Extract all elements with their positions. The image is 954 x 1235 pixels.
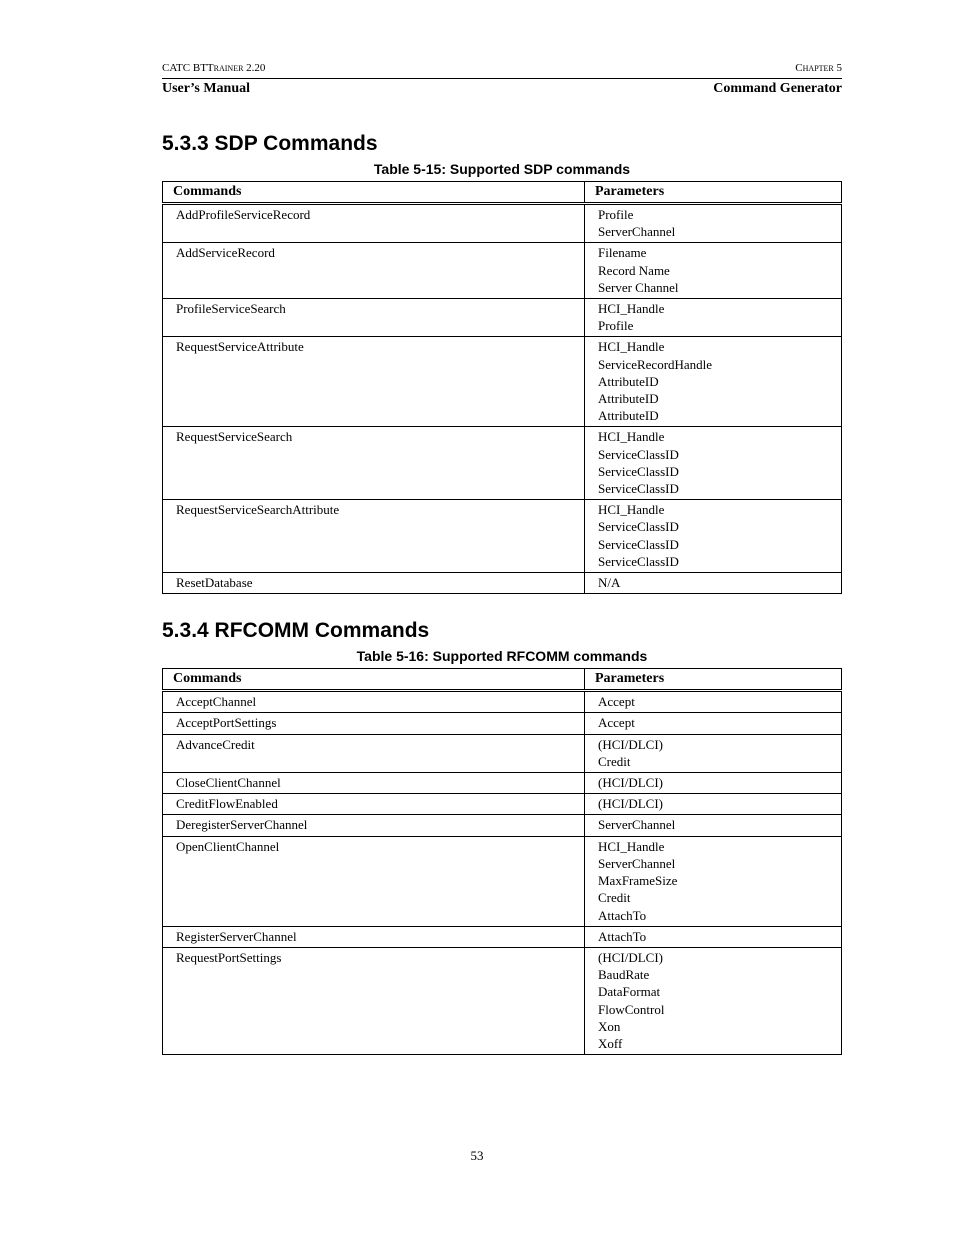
- table-row: [163, 691, 842, 713]
- parameter-value: ServerChannel: [598, 224, 676, 240]
- parameters-column-header: Parameters: [585, 182, 842, 204]
- table-row: [163, 573, 842, 594]
- parameter-value: ServerChannel: [598, 855, 676, 871]
- command-cell: AcceptChannel: [163, 691, 585, 713]
- page-number: 53: [470, 1148, 484, 1163]
- parameter-value: Xon: [598, 1018, 621, 1034]
- parameter-value: Credit: [598, 753, 631, 769]
- command-cell: RequestServiceSearchAttribute: [163, 500, 585, 573]
- parameter-value: N/A: [598, 575, 621, 591]
- parameter-value: (HCI/DLCI): [598, 949, 663, 965]
- parameter-value: MaxFrameSize: [598, 873, 678, 889]
- parameters-cell: [585, 836, 842, 926]
- parameter-value: Filename: [598, 245, 647, 261]
- table-row: [163, 713, 842, 734]
- parameter-value: FlowControl: [598, 1001, 665, 1017]
- table-row: [163, 299, 842, 337]
- table-row: [163, 427, 842, 500]
- table-header-row: [163, 182, 842, 204]
- table-row: [163, 836, 842, 926]
- chapter-label: Chapter 5: [795, 62, 842, 74]
- parameter-value: DataFormat: [598, 984, 661, 1000]
- rfcomm-commands-table: [162, 668, 842, 1055]
- table-row: [163, 773, 842, 794]
- command-cell: AddServiceRecord: [163, 243, 585, 299]
- parameter-value: ServiceClassID: [598, 481, 679, 497]
- table-row: [163, 734, 842, 772]
- parameter-value: ServiceClassID: [598, 446, 679, 462]
- document-page: [162, 60, 842, 1055]
- command-cell: RegisterServerChannel: [163, 926, 585, 947]
- command-cell: ProfileServiceSearch: [163, 299, 585, 337]
- parameter-value: ServiceClassID: [598, 553, 679, 569]
- command-cell: RequestServiceAttribute: [163, 337, 585, 427]
- parameter-value: Xoff: [598, 1035, 623, 1051]
- command-cell: RequestPortSettings: [163, 947, 585, 1054]
- parameters-cell: [585, 427, 842, 500]
- parameter-value: HCI_Handle: [598, 429, 665, 445]
- parameter-value: Profile: [598, 207, 634, 222]
- running-header-top: [162, 60, 842, 76]
- parameter-value: ServiceRecordHandle: [598, 356, 713, 372]
- parameters-column-header: Parameters: [585, 669, 842, 691]
- parameter-value: HCI_Handle: [598, 301, 665, 317]
- parameter-value: Profile: [598, 318, 634, 334]
- parameter-value: AttributeID: [598, 408, 659, 424]
- product-title: CATC BTTrainer 2.20: [162, 62, 266, 74]
- parameters-cell: [585, 299, 842, 337]
- parameters-cell: [585, 926, 842, 947]
- sdp-table-caption: Table 5-15: Supported SDP commands: [373, 161, 631, 177]
- table-row: [163, 337, 842, 427]
- parameter-value: HCI_Handle: [598, 339, 665, 355]
- parameters-cell: [585, 713, 842, 734]
- table-row: [163, 794, 842, 815]
- parameters-cell: [585, 947, 842, 1054]
- parameters-cell: [585, 794, 842, 815]
- table-row: [163, 815, 842, 836]
- parameters-cell: [585, 773, 842, 794]
- table-row: [163, 947, 842, 1054]
- parameters-cell: [585, 243, 842, 299]
- table-row: [163, 926, 842, 947]
- parameter-value: ServiceClassID: [598, 519, 679, 535]
- table-row: [163, 500, 842, 573]
- rfcomm-section-heading: 5.3.4 RFCOMM Commands: [162, 619, 430, 643]
- parameter-value: AttachTo: [598, 907, 647, 923]
- parameter-value: (HCI/DLCI): [598, 736, 663, 752]
- parameters-cell: [585, 691, 842, 713]
- parameters-cell: [585, 500, 842, 573]
- rfcomm-table-caption: Table 5-16: Supported RFCOMM commands: [356, 648, 648, 665]
- parameter-value: (HCI/DLCI): [598, 775, 663, 791]
- sdp-section-heading: 5.3.3 SDP Commands: [162, 132, 378, 155]
- parameter-value: Record Name: [598, 262, 670, 278]
- sdp-commands-table: [162, 181, 842, 594]
- parameters-cell: [585, 573, 842, 594]
- parameter-value: AttachTo: [598, 928, 647, 944]
- command-cell: RequestServiceSearch: [163, 427, 585, 500]
- command-cell: OpenClientChannel: [163, 836, 585, 926]
- table-header-row: [163, 669, 842, 691]
- command-cell: AdvanceCredit: [163, 734, 585, 772]
- command-cell: CloseClientChannel: [163, 773, 585, 794]
- parameter-value: HCI_Handle: [598, 838, 665, 854]
- table-row: [163, 204, 842, 243]
- parameter-value: AttributeID: [598, 391, 659, 407]
- parameters-cell: [585, 815, 842, 836]
- parameters-cell: [585, 337, 842, 427]
- chapter-title: Command Generator: [713, 81, 842, 96]
- commands-column-header: Commands: [163, 182, 585, 204]
- parameter-value: (HCI/DLCI): [598, 796, 663, 812]
- parameters-cell: [585, 204, 842, 243]
- sdp-table-body: [163, 204, 842, 594]
- parameter-value: ServiceClassID: [598, 463, 679, 479]
- parameter-value: ServerChannel: [598, 817, 676, 833]
- command-cell: AcceptPortSettings: [163, 713, 585, 734]
- command-cell: DeregisterServerChannel: [163, 815, 585, 836]
- parameter-value: BaudRate: [598, 967, 650, 983]
- command-cell: AddProfileServiceRecord: [163, 204, 585, 243]
- parameter-value: Server Channel: [598, 279, 679, 295]
- commands-column-header: Commands: [163, 669, 585, 691]
- table-row: [163, 243, 842, 299]
- running-header-bottom: [162, 79, 842, 99]
- rfcomm-table-body: [163, 691, 842, 1055]
- parameter-value: AttributeID: [598, 373, 659, 389]
- parameter-value: Credit: [598, 890, 631, 906]
- manual-title: User’s Manual: [162, 81, 251, 96]
- command-cell: ResetDatabase: [163, 573, 585, 594]
- parameter-value: ServiceClassID: [598, 536, 679, 552]
- parameter-value: Accept: [598, 694, 635, 710]
- parameters-cell: [585, 734, 842, 772]
- parameter-value: HCI_Handle: [598, 502, 665, 518]
- parameter-value: Accept: [598, 715, 635, 731]
- command-cell: CreditFlowEnabled: [163, 794, 585, 815]
